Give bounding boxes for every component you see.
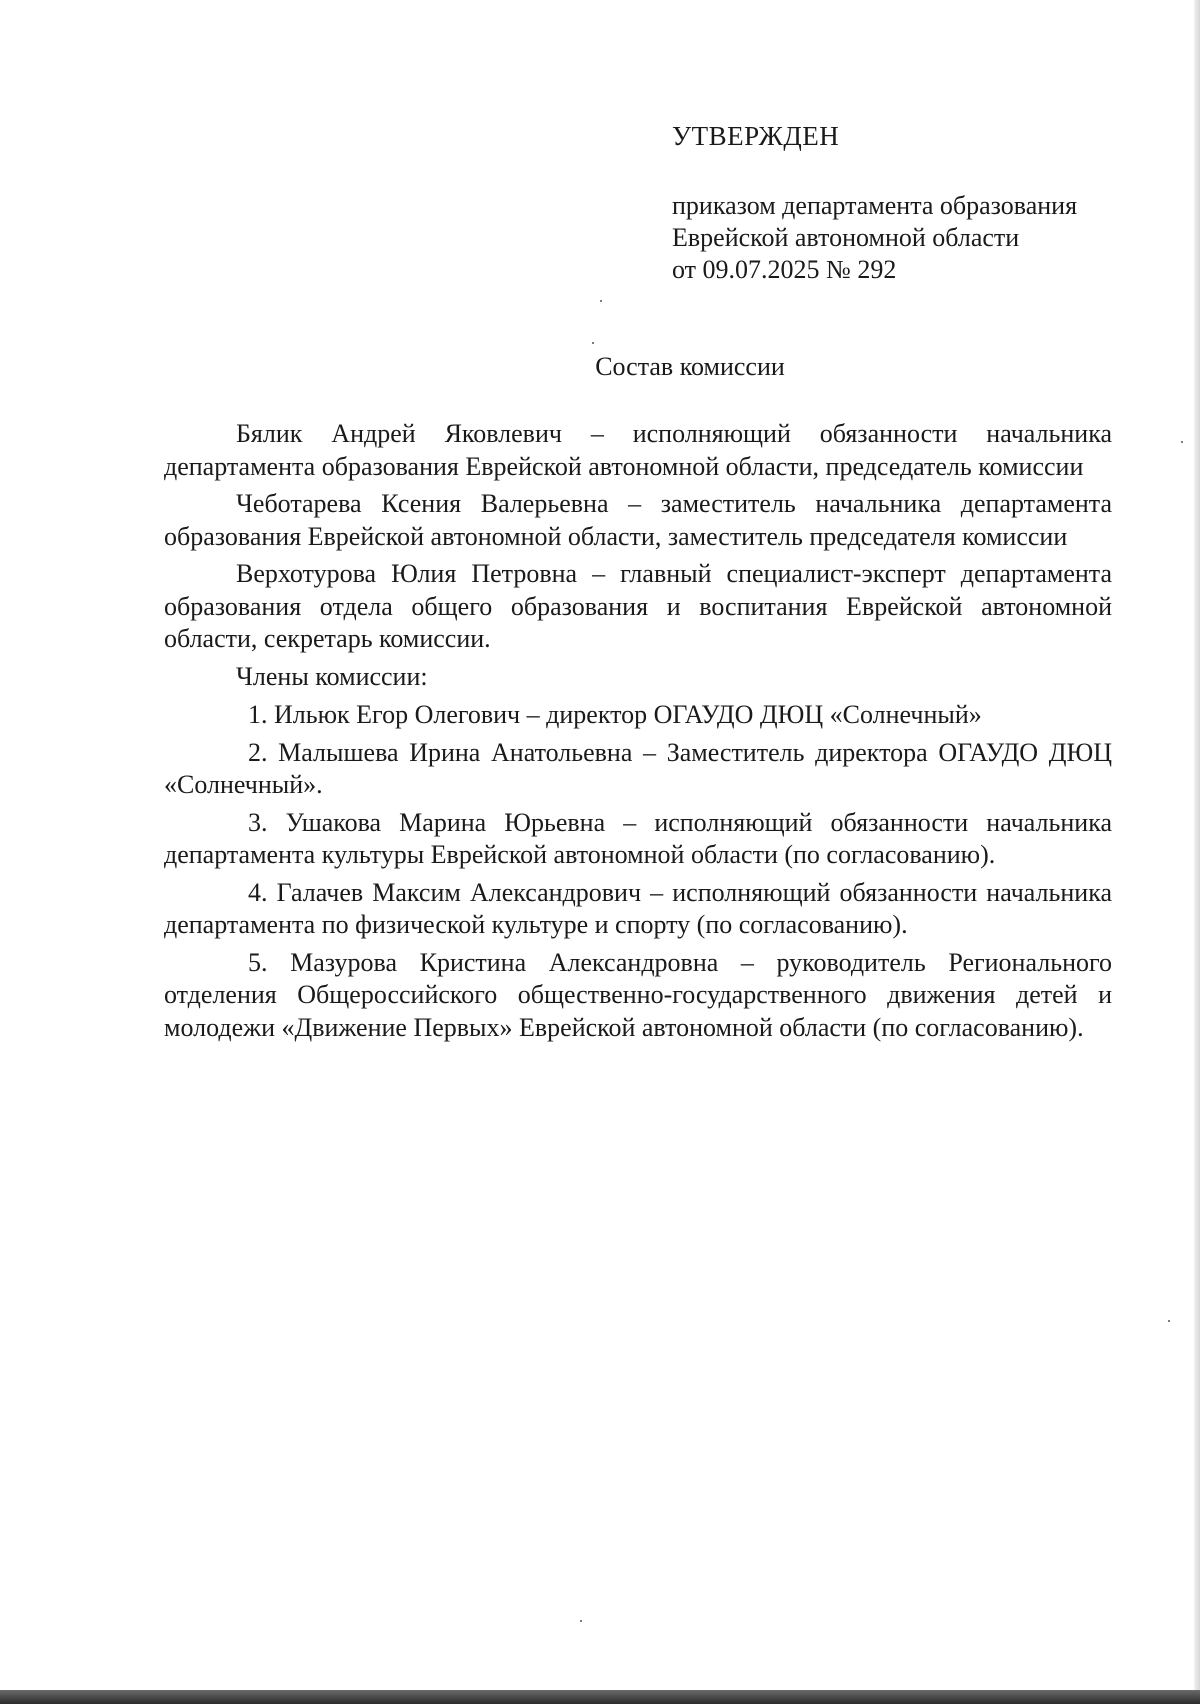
- chair-paragraph: Бялик Андрей Яковлевич – исполняющий обязанности начальника департамента образования Еврейской автономной области, председатель комиссии: [164, 419, 1112, 481]
- member-number: 2.: [248, 737, 268, 767]
- member-item: [164, 699, 1112, 732]
- member-text: Галачев Максим Александрович – исполняющий обязанности начальника департамента по физической культуре и спорту (по согласованию).: [164, 877, 1112, 939]
- approval-block: [672, 120, 1142, 286]
- approval-region-line: Еврейской автономной области: [672, 223, 1020, 252]
- scan-speck: [600, 300, 602, 302]
- members-heading: Члены комиссии:: [236, 661, 428, 691]
- commission-list: [164, 418, 1112, 1049]
- member-text: Ушакова Марина Юрьевна – исполняющий обязанности начальника департамента культуры Еврейской автономной области (по согласованию).: [164, 807, 1112, 869]
- member-number: 1.: [248, 700, 268, 729]
- scan-speck: [1181, 441, 1183, 443]
- approval-date-number: от 09.07.2025 № 292: [672, 255, 897, 284]
- scan-speck: [1168, 1320, 1170, 1322]
- scan-edge-right: [1194, 0, 1200, 1704]
- member-number: 3.: [248, 807, 268, 837]
- approval-order-line: приказом департамента образования: [672, 191, 1078, 220]
- member-text: Мазурова Кристина Александровна – руководитель Регионального отделения Общероссийского общественно-государственного движения детей и молодежи «Движение Первых» Еврейской автономной области (по согласованию).: [164, 947, 1113, 1042]
- member-item: [164, 807, 1112, 872]
- scan-speck: [592, 342, 594, 344]
- member-text: Ильюк Егор Олегович – директор ОГАУДО ДЮЦ «Солнечный»: [274, 700, 982, 729]
- vice-chair-paragraph: Чеботарева Ксения Валерьевна – заместитель начальника департамента образования Еврейской автономной области, заместитель председателя комиссии: [164, 489, 1112, 551]
- scan-edge-bottom: [0, 1690, 1200, 1704]
- member-item: [164, 737, 1112, 802]
- approval-heading: УТВЕРЖДЕН: [672, 121, 840, 151]
- member-item: [164, 947, 1112, 1045]
- member-number: 5.: [248, 947, 268, 977]
- secretary-paragraph: Верхотурова Юлия Петровна – главный специалист-эксперт департамента образования отдела общего образования и воспитания Еврейской автономной области, секретарь комиссии.: [164, 559, 1112, 653]
- document-title: Состав комиссии: [595, 352, 785, 381]
- scan-speck: [580, 1620, 582, 1622]
- member-text: Малышева Ирина Анатольевна – Заместитель директора ОГАУДО ДЮЦ «Солнечный».: [164, 737, 1112, 799]
- member-item: [164, 877, 1112, 942]
- member-number: 4.: [248, 877, 268, 907]
